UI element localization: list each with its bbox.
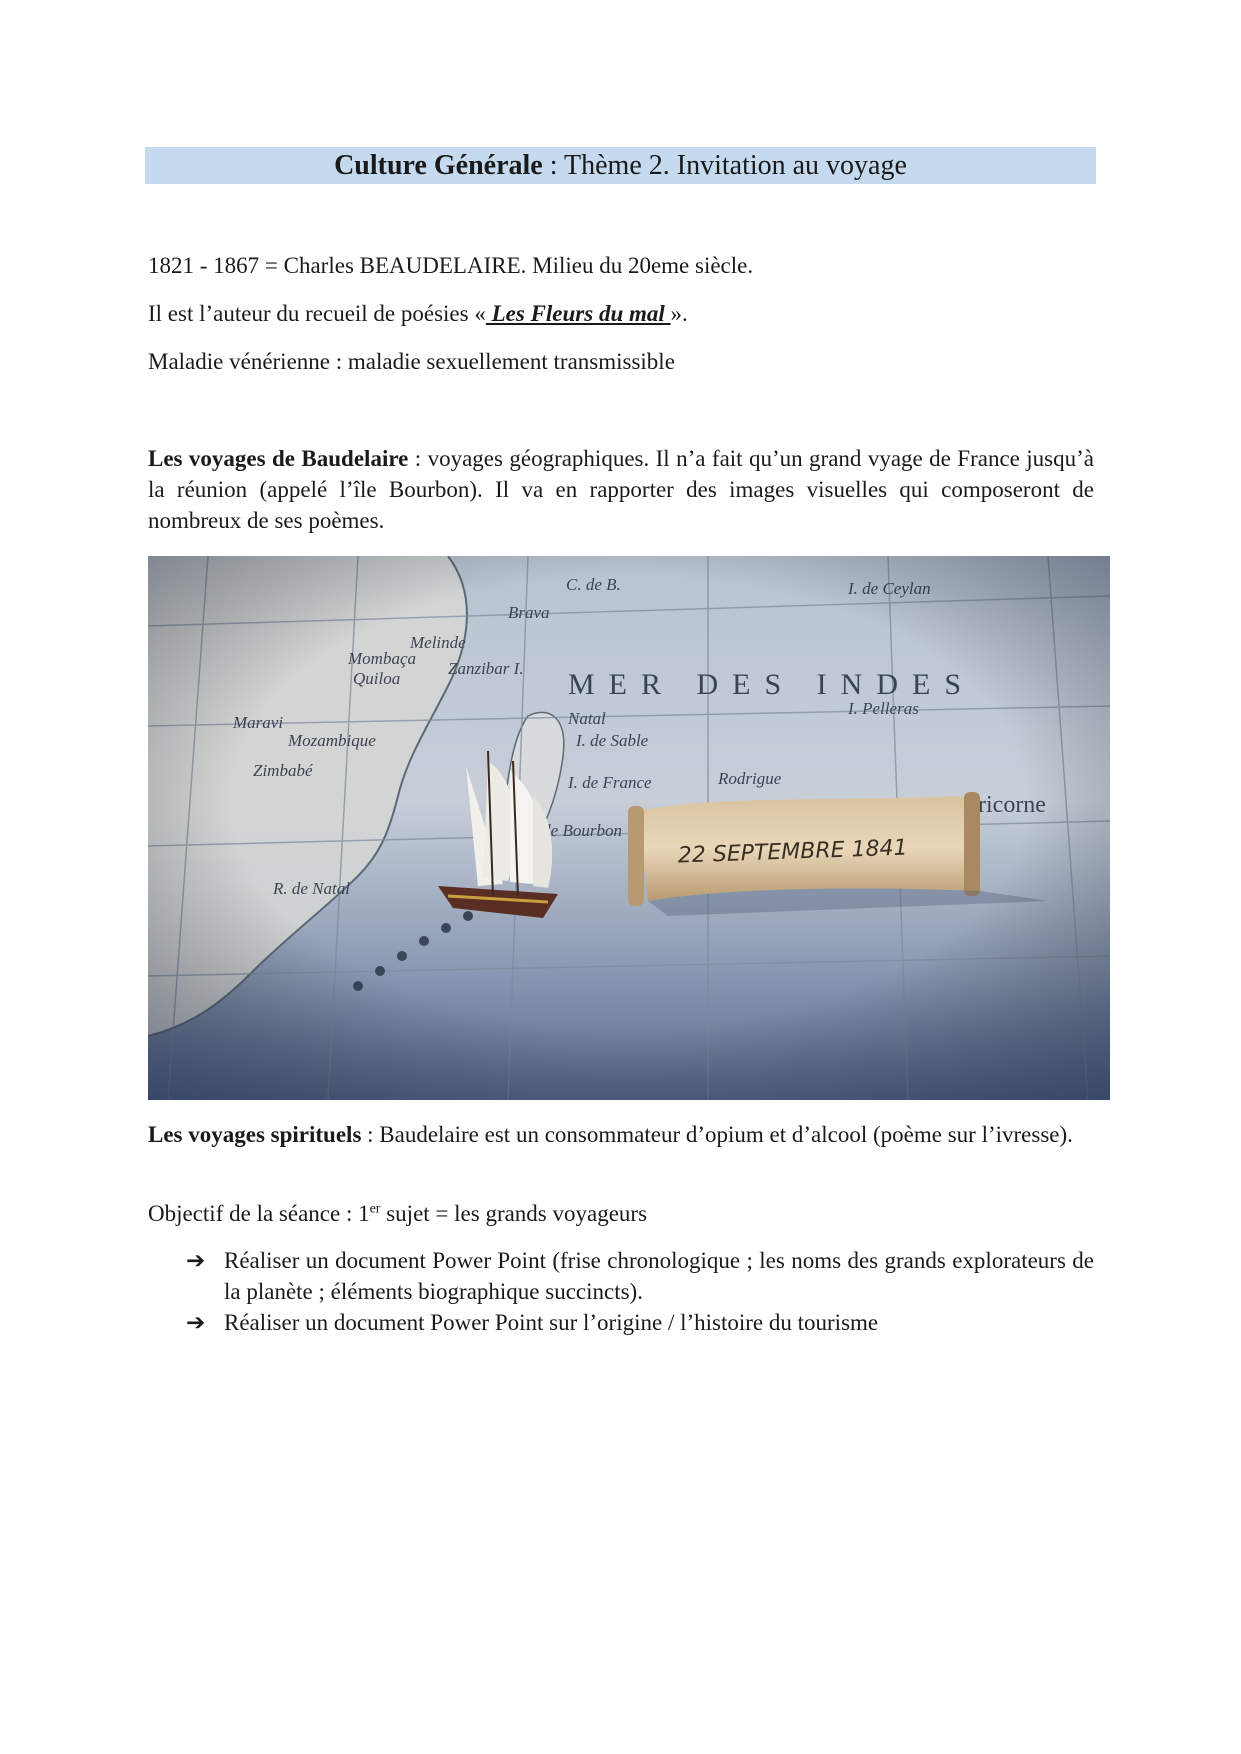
paragraph-spiritual-voyages	[148, 1119, 1094, 1150]
title-bold: Culture Générale	[334, 150, 543, 181]
heading-geographic-voyages: Les voyages de Baudelaire	[148, 446, 409, 471]
objective-superscript: er	[369, 1201, 381, 1217]
intro-line-author	[148, 298, 1094, 329]
paragraph-geographic-voyages	[148, 443, 1094, 536]
text-geographic-voyages: : voyages géographiques. Il n’a fait qu’un grand vyage de France jusqu’à la réunion (appelé l’île Bourbon). Il va en rapporter des images visuelles qui composeront de nombreux de ses poèmes.	[148, 446, 1095, 533]
intro-line-disease: Maladie vénérienne : maladie sexuellement transmissible	[148, 349, 675, 374]
arrow-icon: ➔	[186, 1310, 206, 1335]
text-spiritual-voyages: : Baudelaire est un consommateur d’opium et d’alcool (poème sur l’ivresse).	[361, 1122, 1073, 1147]
heading-spiritual-voyages: Les voyages spirituels	[148, 1122, 362, 1147]
objective-text-end: sujet = les grands voyageurs	[380, 1201, 648, 1226]
arrow-icon: ➔	[186, 1248, 206, 1273]
bullet-item-powerpoint-explorers: Réaliser un document Power Point (frise chronologique ; les noms des grands explorateurs de la planète ; éléments biographique succincts).	[224, 1248, 1094, 1304]
intro-author-text: Il est l’auteur du recueil de poésies «	[148, 301, 486, 326]
book-title: Les Fleurs du mal	[485, 301, 671, 326]
voyage-map-image	[148, 556, 1110, 1100]
intro-line-dates: 1821 - 1867 = Charles BEAUDELAIRE. Milieu du 20eme siècle.	[148, 253, 754, 278]
intro-author-end: ».	[670, 301, 688, 326]
objective-line	[148, 1198, 1094, 1229]
objective-text-start: Objectif de la séance : 1	[148, 1201, 370, 1226]
bullet-item-powerpoint-tourism: Réaliser un document Power Point sur l’origine / l’histoire du tourisme	[224, 1310, 879, 1335]
title-rest: : Thème 2. Invitation au voyage	[542, 150, 907, 181]
page-title	[145, 147, 1096, 184]
